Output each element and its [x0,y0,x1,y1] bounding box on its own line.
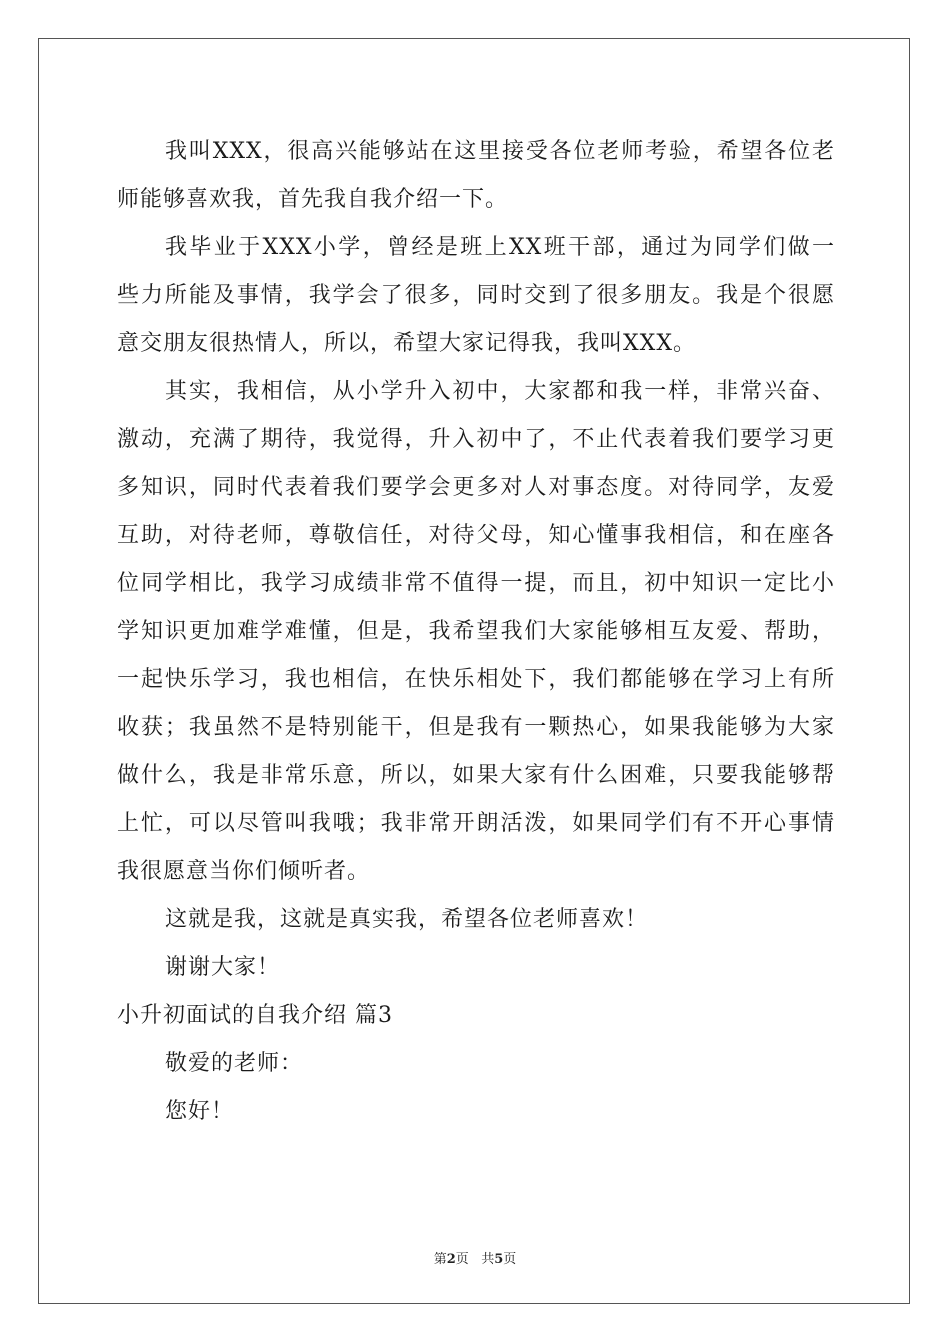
paragraph-line: 些力所能及事情，我学会了很多，同时交到了很多朋友。我是个很愿 [117,283,835,308]
paragraph-line: 上忙，可以尽管叫我哦；我非常开朗活泼，如果同学们有不开心事情 [117,811,835,836]
document-body [117,128,835,1136]
page-number-footer [0,1248,950,1267]
paragraph-line: 师能够喜欢我，首先我自我介绍一下。 [117,187,509,212]
paragraph-line: 互助，对待老师，尊敬信任，对待父母，知心懂事我相信，和在座各 [117,523,835,548]
paragraph-line: 我毕业于XXX小学，曾经是班上XX班干部，通过为同学们做一 [165,235,835,260]
paragraph-line: 激动，充满了期待，我觉得，升入初中了，不止代表着我们要学习更 [117,427,835,452]
paragraph-line: 学知识更加难学难懂，但是，我希望我们大家能够相互友爱、帮助， [117,619,835,644]
paragraph-line: 这就是我，这就是真实我，希望各位老师喜欢！ [165,907,649,932]
paragraph-line: 我叫XXX，很高兴能够站在这里接受各位老师考验，希望各位老 [165,139,835,164]
paragraph-line: 位同学相比，我学习成绩非常不值得一提，而且，初中知识一定比小 [117,571,835,596]
greeting: 您好！ [165,1099,235,1124]
paragraph-line: 我很愿意当你们倾听者。 [117,859,371,884]
paragraph-line: 谢谢大家！ [165,955,281,980]
footer-page-word: 页 [455,1252,469,1267]
paragraph-line: 收获；我虽然不是特别能干，但是我有一颗热心，如果我能够为大家 [117,715,835,740]
footer-prefix: 第 [433,1252,447,1267]
footer-total-prefix: 共 [481,1252,495,1267]
paragraph-line: 多知识，同时代表着我们要学会更多对人对事态度。对待同学，友爱 [117,475,835,500]
salutation: 敬爱的老师： [165,1051,304,1076]
paragraph-line: 做什么，我是非常乐意，所以，如果大家有什么困难，只要我能够帮 [117,763,835,788]
paragraph-line: 意交朋友很热情人，所以，希望大家记得我，我叫XXX。 [117,331,696,356]
paragraph-line: 其实，我相信，从小学升入初中，大家都和我一样，非常兴奋、 [165,379,835,404]
total-page-count: 5 [494,1252,504,1267]
footer-total-suffix: 页 [503,1252,517,1267]
section-heading: 小升初面试的自我介绍 篇3 [117,1003,393,1028]
paragraph-line: 一起快乐学习，我也相信，在快乐相处下，我们都能够在学习上有所 [117,667,835,692]
current-page-number: 2 [446,1252,456,1267]
